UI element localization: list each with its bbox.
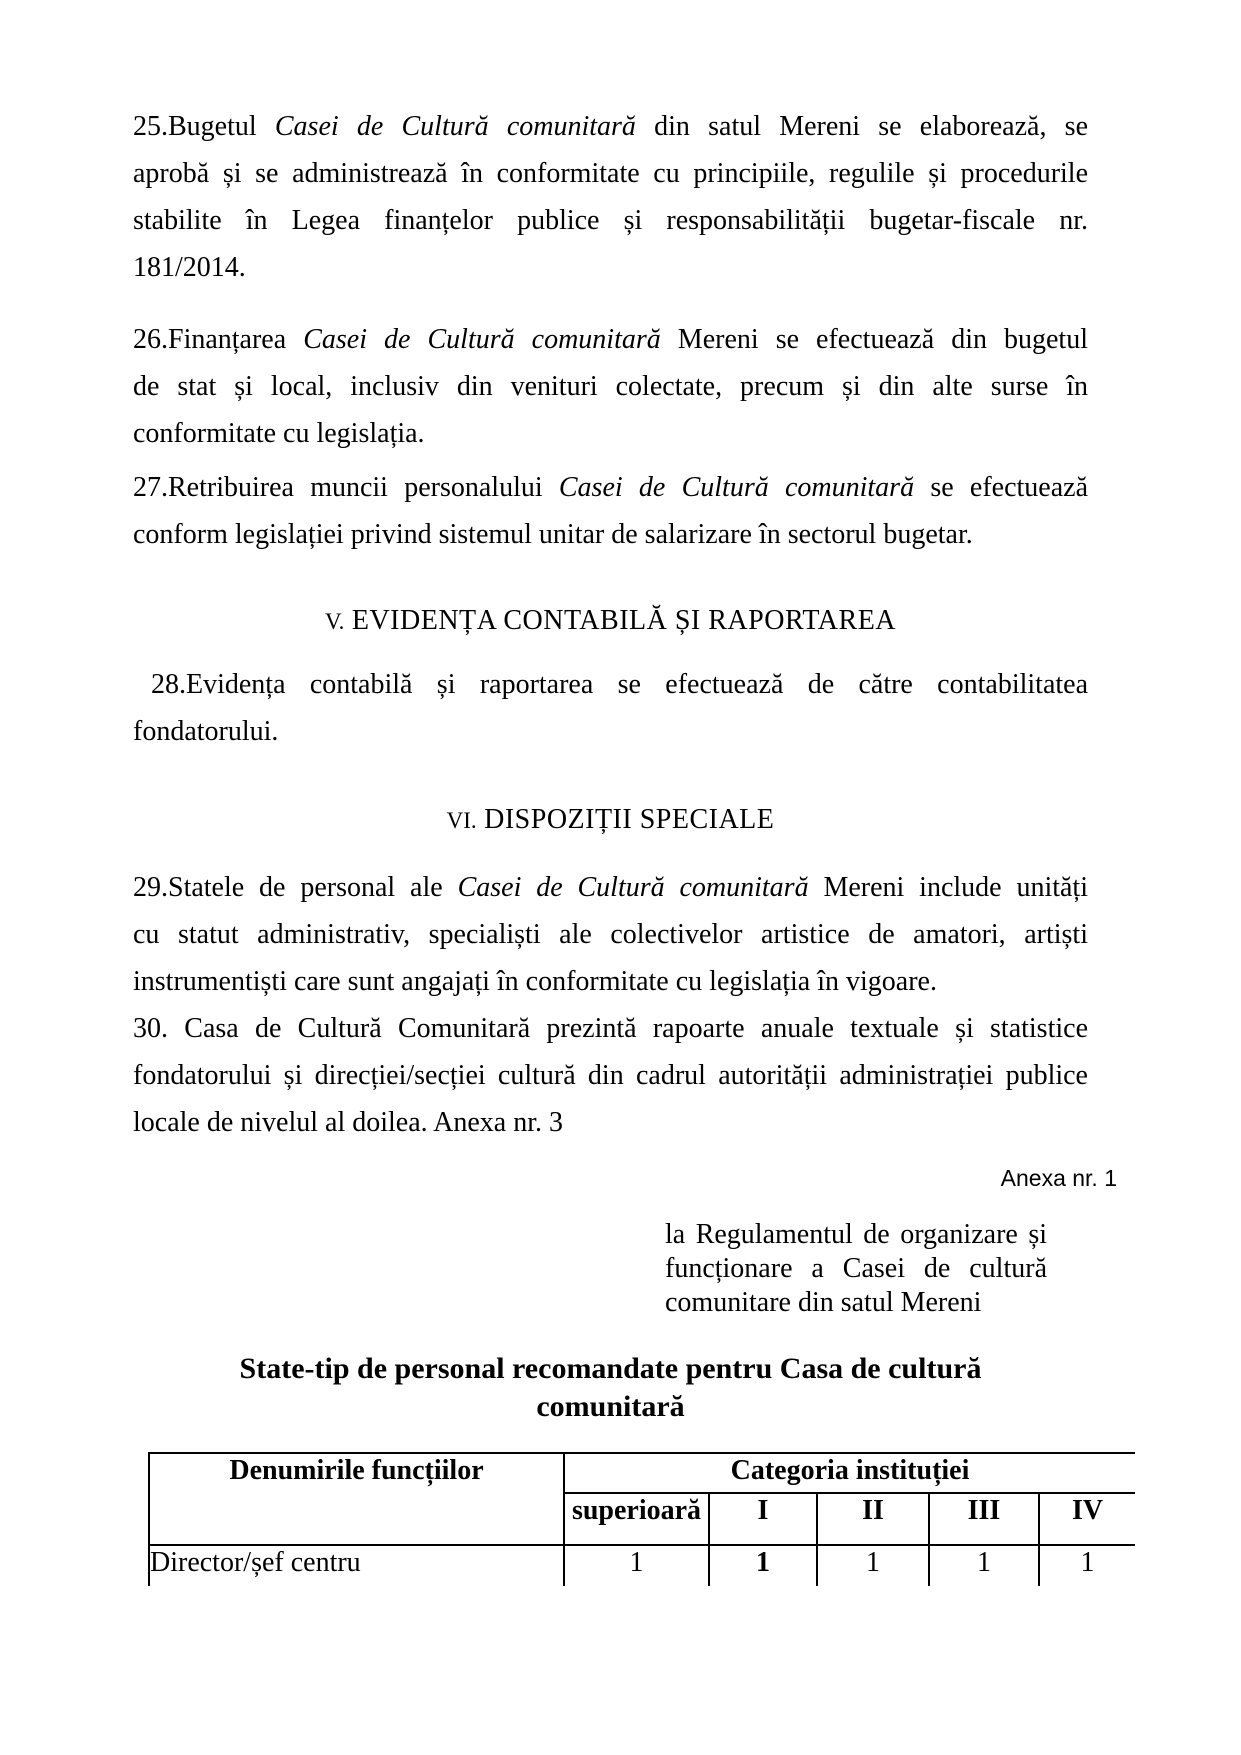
text-run: Mereni se efectuează din bugetul [660, 324, 1088, 355]
italic-text-run: Casei de Cultură comunitară [558, 472, 915, 503]
section-vi-number: VI. [446, 808, 477, 833]
section-v-heading [133, 604, 1088, 639]
anexa-note: Anexa nr. 1 [1000, 1165, 1117, 1191]
staff-table [148, 1452, 1135, 1586]
paragraph-29-line-2: cu statut administrativ, specialiști ale colectivelor artistice de amatori, artiști [133, 919, 1088, 950]
section-vi-heading [133, 803, 1088, 838]
paragraph-29 [133, 864, 1088, 1005]
paragraph-26-line-2: de stat și local, inclusiv din venituri colectate, precum și din alte surse în [133, 371, 1088, 402]
table-title-line-1: State-tip de personal recomandate pentru Casa de cultură [239, 1352, 982, 1385]
table-title [133, 1350, 1088, 1426]
paragraph-28-line-2: fondatorului. [133, 716, 279, 747]
column-group-header-category: Categoria instituției [564, 1453, 1135, 1493]
cell-value: 1 [1039, 1545, 1135, 1586]
section-v-number: V. [324, 609, 345, 634]
text-run: Mereni include unități [808, 872, 1088, 903]
column-header-functions: Denumirile funcțiilor [149, 1453, 564, 1545]
row-label-director: Director/șef centru [149, 1545, 564, 1586]
paragraph-27-line-2: conform legislației privind sistemul unitar de salarizare în sectorul bugetar. [133, 519, 973, 550]
annex-reference-block [665, 1218, 1047, 1320]
cell-value: 1 [564, 1545, 709, 1586]
text-run: 26.Finanțarea [133, 324, 304, 355]
annex-reference-line-3: comunitare din satul Mereni [665, 1287, 982, 1318]
text-run: 29.Statele de personal ale [133, 872, 458, 903]
paragraph-26-line-1 [133, 316, 1088, 363]
paragraph-26 [133, 316, 1088, 457]
table-row [149, 1545, 1135, 1586]
text-run: se efectuează [914, 472, 1088, 503]
section-v-title: EVIDENȚA CONTABILĂ ȘI RAPORTAREA [351, 605, 897, 636]
cell-value: 1 [817, 1545, 929, 1586]
paragraph-25-line-3: stabilite în Legea finanțelor publice și responsabilității bugetar-fiscale nr. [133, 205, 1088, 236]
text-run: 25.Bugetul [133, 111, 275, 142]
italic-text-run: Casei de Cultură comunitară [303, 324, 661, 355]
paragraph-27-line-1 [133, 464, 1088, 511]
section-vi-title: DISPOZIȚII SPECIALE [484, 804, 775, 835]
paragraph-26-line-3: conformitate cu legislația. [133, 418, 425, 449]
paragraph-30 [133, 1005, 1088, 1146]
text-run: 27.Retribuirea muncii personalului [133, 472, 559, 503]
paragraph-27 [133, 464, 1088, 558]
column-header-cat-3: III [929, 1493, 1039, 1545]
paragraph-30-line-2: fondatorului și direcției/secției cultură din cadrul autorității administrației publice [133, 1060, 1088, 1091]
paragraph-28 [133, 661, 1088, 755]
cell-value: 1 [929, 1545, 1039, 1586]
column-header-cat-4: IV [1039, 1493, 1135, 1545]
paragraph-25-line-1 [133, 103, 1088, 150]
column-header-cat-1: I [709, 1493, 817, 1545]
annex-reference-line-2: funcționare a Casei de cultură [665, 1253, 1047, 1284]
column-header-cat-2: II [817, 1493, 929, 1545]
table-title-line-2: comunitară [536, 1390, 685, 1423]
cell-value: 1 [709, 1545, 817, 1586]
paragraph-29-line-1 [133, 864, 1088, 911]
paragraph-30-line-3: locale de nivelul al doilea. Anexa nr. 3 [133, 1107, 563, 1138]
italic-text-run: Casei de Cultură comunitară [457, 872, 809, 903]
paragraph-25-line-4: 181/2014. [133, 252, 246, 283]
paragraph-30-line-1: 30. Casa de Cultură Comunitară prezintă rapoarte anuale textuale și statistice [133, 1013, 1088, 1044]
italic-text-run: Casei de Cultură comunitară [274, 111, 636, 142]
text-run: din satul Mereni se elaborează, se [635, 111, 1088, 142]
paragraph-25-line-2: aprobă și se administrează în conformitate cu principiile, regulile și procedurile [133, 158, 1088, 189]
staff-table-container [148, 1452, 1135, 1586]
column-header-superioara: superioară [564, 1493, 709, 1545]
annex-reference-line-1: la Regulamentul de organizare și [665, 1219, 1047, 1250]
paragraph-28-line-1: 28.Evidența contabilă și raportarea se efectuează de către contabilitatea [151, 669, 1088, 700]
paragraph-29-line-3: instrumentiști care sunt angajați în conformitate cu legislația în vigoare. [133, 966, 937, 997]
paragraph-25 [133, 103, 1088, 291]
